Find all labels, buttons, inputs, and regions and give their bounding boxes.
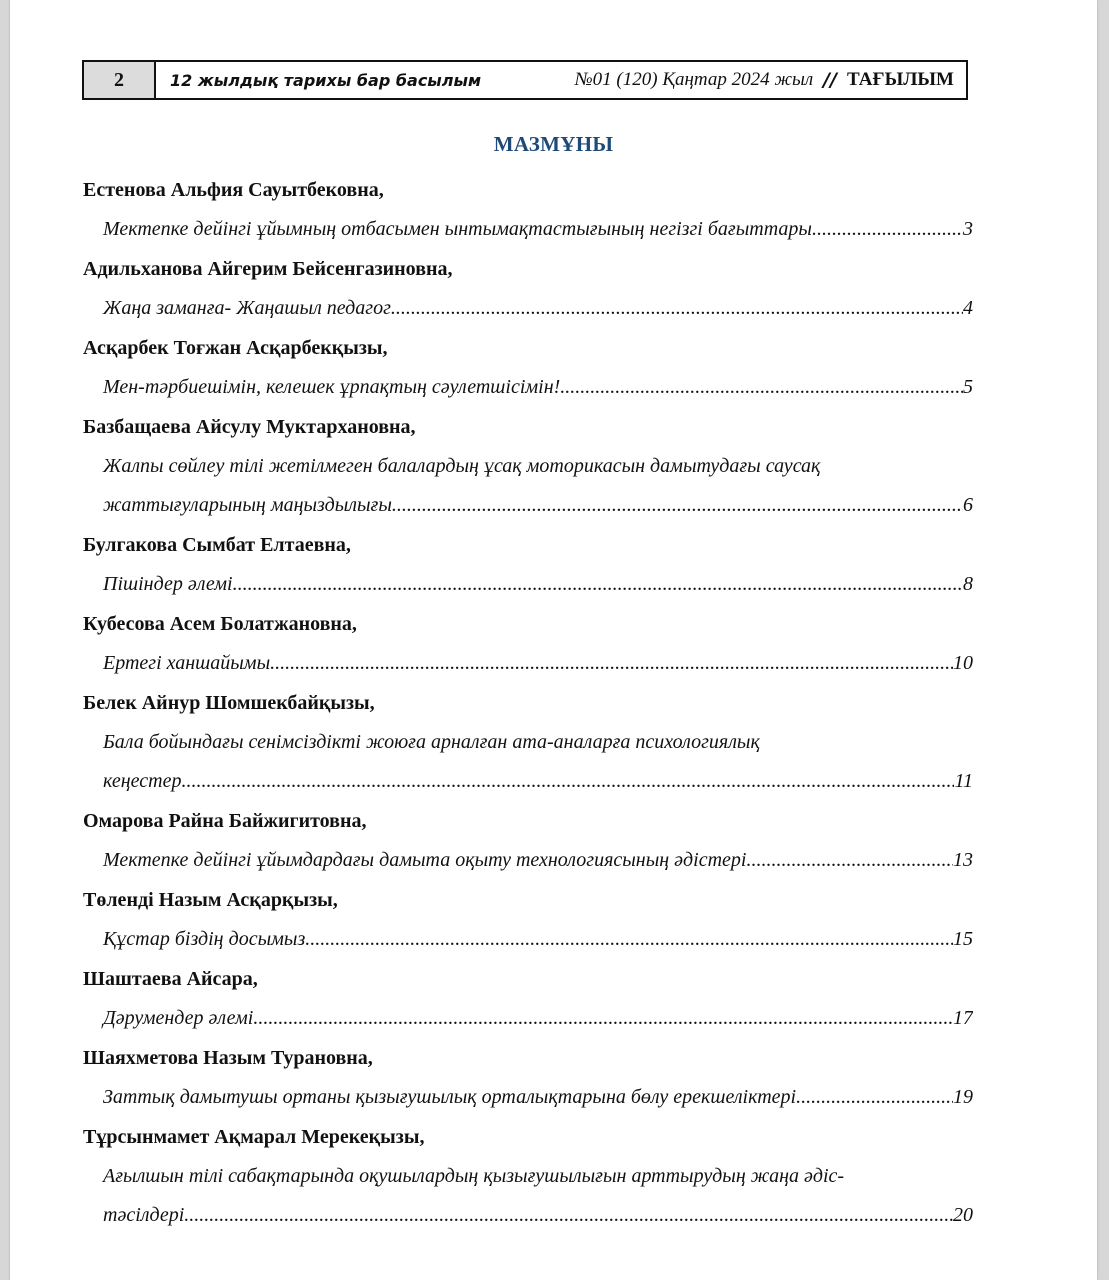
entry-page: 11 (954, 770, 973, 792)
entry-author: Естенова Альфия Сауытбековна, (83, 179, 384, 201)
toc-entry[interactable] (83, 407, 973, 525)
entry-author: Кубесова Асем Болатжановна, (83, 613, 357, 635)
entry-title-line: Ертегі ханшайымы ..... 10 (83, 644, 973, 683)
entry-title-line: Мектепке дейінгі ұйымның отбасымен ынтымақтастығының негізгі бағыттары ..... 3 (83, 210, 973, 249)
document-page (10, 0, 1097, 1280)
toc-entry[interactable] (83, 801, 973, 880)
entry-author: Төленді Назым Асқарқызы, (83, 889, 338, 911)
toc-entry[interactable] (83, 1117, 973, 1235)
toc-entry[interactable] (83, 170, 973, 249)
entry-page: 13 (953, 849, 973, 871)
entry-page: 5 (963, 376, 973, 398)
entry-title-line: жаттығуларының маңыздылығы ..... 6 (83, 486, 973, 525)
toc-entry[interactable] (83, 683, 973, 801)
header-slogan: 12 жылдық тарихы бар басылым (170, 70, 482, 90)
entry-title-line: Дәрумендер әлемі ..... 17 (83, 999, 973, 1038)
entry-page: 20 (953, 1204, 973, 1226)
toc-entry[interactable] (83, 1038, 973, 1117)
entry-author: Базбащаева Айсулу Муктархановна, (83, 416, 416, 438)
entry-author: Шаштаева Айсара, (83, 968, 258, 990)
entry-author: Белек Айнур Шомшекбайқызы, (83, 692, 375, 714)
toc-title: МАЗМҰНЫ (493, 132, 614, 156)
entry-page: 19 (953, 1086, 973, 1108)
entry-page: 17 (953, 1007, 973, 1029)
entry-author: Шаяхметова Назым Турановна, (83, 1047, 373, 1069)
entry-page: 6 (963, 494, 973, 516)
toc-entry[interactable] (83, 328, 973, 407)
header-separator: // (823, 69, 838, 91)
entry-page: 8 (963, 573, 973, 595)
issue-number: №01 (120) Қаңтар 2024 жыл (574, 69, 814, 90)
entry-author: Булгакова Сымбат Елтаевна, (83, 534, 351, 556)
entry-title-line: Құстар біздің досымыз ..... 15 (83, 920, 973, 959)
toc-entry[interactable] (83, 525, 973, 604)
entry-author: Асқарбек Тоғжан Асқарбекқызы, (83, 337, 388, 359)
toc-entry[interactable] (83, 880, 973, 959)
entry-title-line: Пішіндер әлемі ..... 8 (83, 565, 973, 604)
entry-title-line: Мен-тәрбиешімін, келешек ұрпақтың сәулетшісімін! ..... 5 (83, 368, 973, 407)
entry-title-line: Ағылшын тілі сабақтарында оқушылардың қызығушылығын арттырудың жаңа әдіс- (103, 1165, 845, 1187)
entry-title-line: Мектепке дейінгі ұйымдардағы дамыта оқыту технологиясының әдістері ..... 13 (83, 841, 973, 880)
entry-page: 15 (953, 928, 973, 950)
entry-author: Тұрсынмамет Ақмарал Мерекеқызы, (83, 1126, 425, 1148)
entry-title-line: Заттық дамытушы ортаны қызығушылық орталықтарына бөлу ерекшеліктері ..... 19 (83, 1078, 973, 1117)
entry-page: 10 (953, 652, 973, 674)
entry-author: Омарова Райна Байжигитовна, (83, 810, 367, 832)
entry-title-line: кеңестер ..... 11 (83, 762, 973, 801)
toc-entry[interactable] (83, 249, 973, 328)
page-header (82, 60, 968, 100)
entry-author: Адильханова Айгерим Бейсенгазиновна, (83, 258, 453, 280)
magazine-name: ТАҒЫЛЫМ (847, 69, 954, 90)
entry-page: 3 (963, 218, 973, 240)
toc-entry[interactable] (83, 959, 973, 1038)
table-of-contents (83, 170, 973, 1235)
entry-title-line: Жалпы сөйлеу тілі жетілмеген балалардың ұсақ моторикасын дамытудағы саусақ (103, 455, 821, 477)
header-issue-info (575, 62, 966, 98)
entry-page: 4 (963, 297, 973, 319)
entry-title-line: Бала бойындағы сенімсіздікті жоюға арналған ата-аналарға психологиялық (103, 731, 760, 753)
toc-entry[interactable] (83, 604, 973, 683)
page-number: 2 (84, 62, 156, 98)
entry-title-line: Жаңа заманға- Жаңашыл педагог ..... 4 (83, 289, 973, 328)
entry-title-line: тәсілдері ..... 20 (83, 1196, 973, 1235)
